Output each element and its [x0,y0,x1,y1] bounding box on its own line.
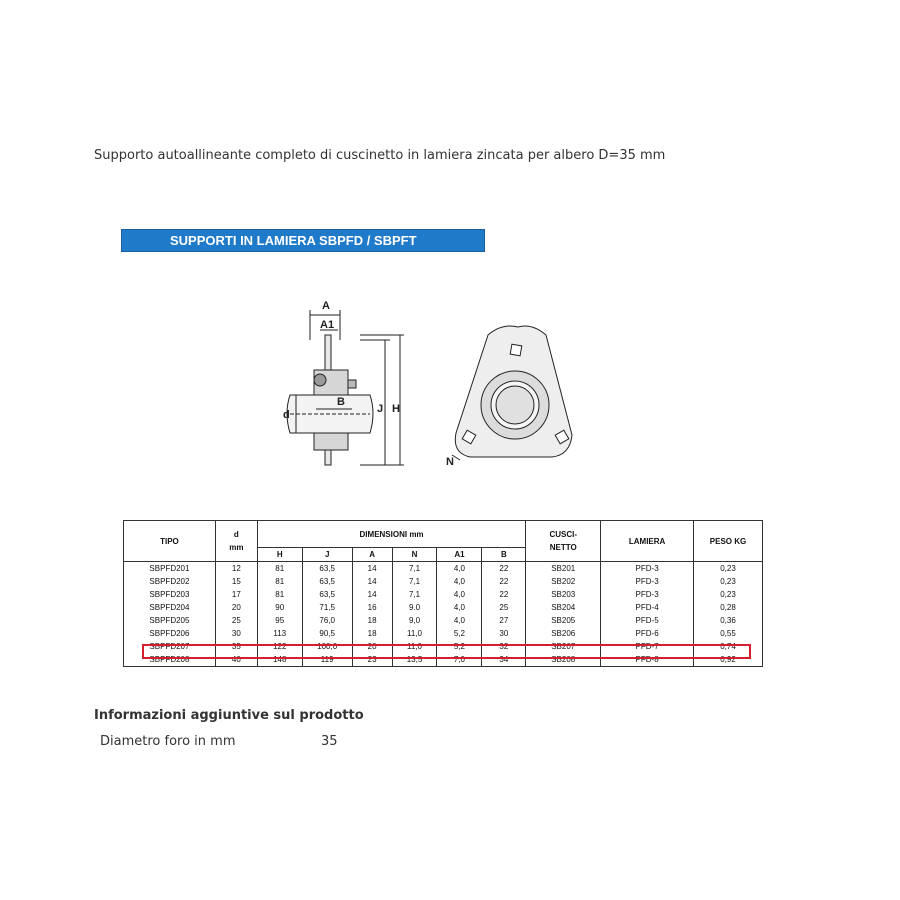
table-cell: 0,92 [694,653,763,667]
table-cell: 4,0 [437,588,482,601]
table-cell: 5,2 [437,640,482,653]
table-cell: 9,0 [392,614,437,627]
table-cell: PFD-3 [601,588,694,601]
table-cell: 11,0 [392,627,437,640]
table-row [124,601,763,614]
table-cell: PFD-3 [601,562,694,576]
table-cell: 22 [482,562,526,576]
header-tipo: TIPO [124,521,216,562]
table-cell: SB204 [526,601,601,614]
table-row [124,614,763,627]
table-cell: SBPFD202 [124,575,216,588]
table-cell: PFD-3 [601,575,694,588]
table-cell: 7,1 [392,588,437,601]
table-cell: SBPFD207 [124,640,216,653]
table-cell: SB208 [526,653,601,667]
subheader-h: H [257,548,302,562]
label-b: B [337,396,345,408]
subheader-n: N [392,548,437,562]
table-cell: 16 [352,601,392,614]
table-cell: 4,0 [437,562,482,576]
table-cell: 63,5 [302,575,352,588]
header-lamiera: LAMIERA [601,521,694,562]
table-cell: SBPFD204 [124,601,216,614]
table-cell: 0,55 [694,627,763,640]
table-cell: 90,5 [302,627,352,640]
subheader-b: B [482,548,526,562]
table-cell: 0,23 [694,562,763,576]
table-cell: SB205 [526,614,601,627]
table-cell: 122 [257,640,302,653]
table-cell: 7,1 [392,562,437,576]
product-description: Supporto autoallineante completo di cuscinetto in lamiera zincata per albero D=35 mm [94,148,666,163]
table-cell: 40 [215,653,257,667]
subheader-a1: A1 [437,548,482,562]
table-row [124,588,763,601]
header-dimensioni: DIMENSIONI mm [257,521,526,548]
table-cell: SB203 [526,588,601,601]
table-cell: 113 [257,627,302,640]
table-cell: 20 [352,640,392,653]
table-cell: 34 [482,653,526,667]
table-cell: 0,74 [694,640,763,653]
table-cell: 0,23 [694,575,763,588]
table-cell: 100,0 [302,640,352,653]
table-cell: 63,5 [302,562,352,576]
label-n: N [446,456,454,468]
info-label: Diametro foro in mm [100,734,236,749]
table-cell: 27 [482,614,526,627]
table-cell: 4,0 [437,601,482,614]
table-cell: 14 [352,562,392,576]
table-cell: SB202 [526,575,601,588]
table-cell: 22 [482,575,526,588]
table-cell: 148 [257,653,302,667]
table-cell: SBPFD205 [124,614,216,627]
subheader-j: J [302,548,352,562]
table-cell: 35 [215,640,257,653]
table-cell: 18 [352,614,392,627]
table-cell: 25 [215,614,257,627]
table-cell: 90 [257,601,302,614]
table-cell: PFD-7 [601,640,694,653]
table-cell: SBPFD208 [124,653,216,667]
table-cell: 18 [352,627,392,640]
header-d: d mm [215,521,257,562]
catalog-banner: SUPPORTI IN LAMIERA SBPFD / SBPFT [121,229,485,252]
table-cell: SBPFD206 [124,627,216,640]
table-cell: 20 [215,601,257,614]
table-cell: PFD-4 [601,601,694,614]
side-view [287,310,404,465]
table-cell: 11,0 [392,640,437,653]
table-cell: SB206 [526,627,601,640]
table-cell: 30 [482,627,526,640]
table-cell: 17 [215,588,257,601]
table-row [124,640,763,653]
table-cell: 71,5 [302,601,352,614]
front-view [452,326,572,460]
table-cell: 4,0 [437,614,482,627]
table-cell: 81 [257,562,302,576]
table-cell: 25 [482,601,526,614]
label-h: H [392,403,400,415]
table-cell: 81 [257,588,302,601]
table-cell: 76,0 [302,614,352,627]
label-j: J [377,403,384,415]
bearing-drawing [270,295,610,475]
label-a1: A1 [320,319,335,331]
table-row [124,653,763,667]
table-cell: SB207 [526,640,601,653]
label-d: d [283,409,290,421]
table-cell: 0,36 [694,614,763,627]
table-cell: 15 [215,575,257,588]
table-cell: SB201 [526,562,601,576]
table-cell: 22 [482,588,526,601]
table-cell: 23 [352,653,392,667]
table-cell: PFD-8 [601,653,694,667]
table-cell: 5,2 [437,627,482,640]
table-cell: 7,1 [392,575,437,588]
subheader-a: A [352,548,392,562]
table-cell: 95 [257,614,302,627]
table-cell: 7,0 [437,653,482,667]
table-cell: 32 [482,640,526,653]
table-cell: 0,28 [694,601,763,614]
table-cell: 14 [352,588,392,601]
header-peso: PESO KG [694,521,763,562]
info-value: 35 [321,734,338,749]
table-cell: 12 [215,562,257,576]
additional-info-title: Informazioni aggiuntive sul prodotto [94,708,364,723]
table-cell: SBPFD201 [124,562,216,576]
table-cell: 30 [215,627,257,640]
info-row-diameter [100,734,338,749]
table-cell: 81 [257,575,302,588]
specs-table [123,520,763,667]
table-row [124,627,763,640]
table-cell: 4,0 [437,575,482,588]
table-row [124,575,763,588]
table-cell: PFD-5 [601,614,694,627]
header-cuscinetto: CUSCI- NETTO [526,521,601,562]
table-cell: 13,5 [392,653,437,667]
table-cell: 0,23 [694,588,763,601]
table-cell: 63,5 [302,588,352,601]
label-a: A [322,300,330,312]
table-cell: SBPFD203 [124,588,216,601]
table-cell: 119 [302,653,352,667]
table-cell: 14 [352,575,392,588]
table-cell: 9.0 [392,601,437,614]
table-row [124,562,763,576]
table-cell: PFD-6 [601,627,694,640]
